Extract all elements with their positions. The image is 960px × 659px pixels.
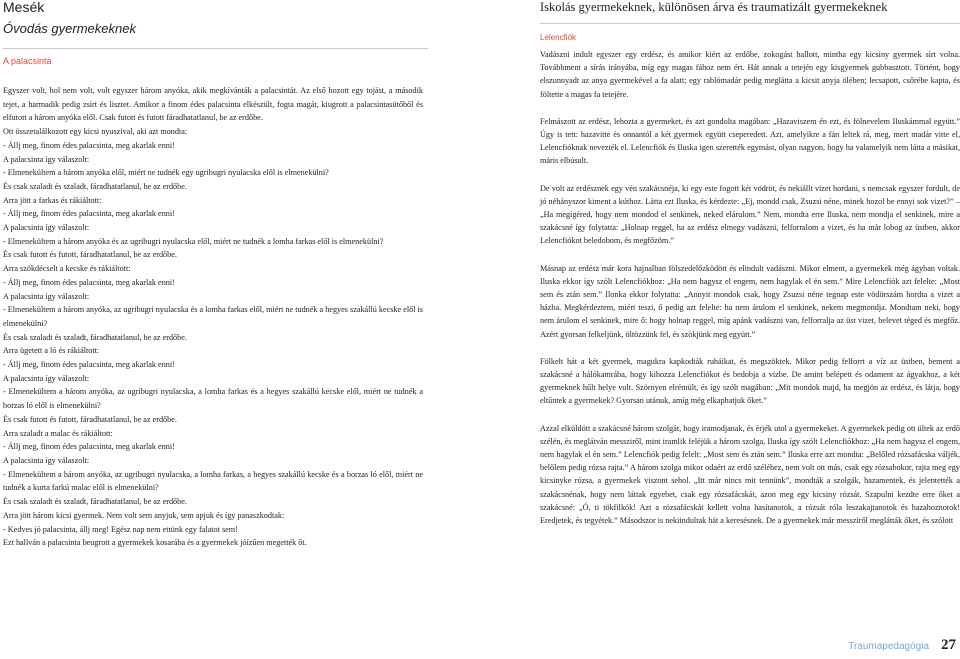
paragraph: - Állj meg, finom édes palacsinta, meg akarlak enni! bbox=[3, 442, 175, 452]
paragraph: A palacsinta így válaszolt: bbox=[3, 223, 90, 233]
paragraph: - Állj meg, finom édes palacsinta, meg akarlak enni! bbox=[3, 209, 175, 219]
paragraph: - Elmenekültem a három anyóka, az ugribugri nyulacska és a lomha farkas elől, miért ne tudnék a hegyes szakállú kecske elől is elmenekülni? bbox=[3, 305, 423, 328]
paragraph: - Kedves jó palacsinta, állj meg! Egész nap nem ettünk egy falatot sem! bbox=[3, 524, 238, 534]
paragraph: Arra szaladt a malac és rákiáltott: bbox=[3, 428, 113, 438]
paragraph: Másnap az erdész már kora hajnalban fölszedelőzködött és elindult vadászni. Mikor elment, a gyermekek még ágyban voltak. Iluska ekkor így szólt Lelencfiókhoz: „Ha nem hagysz el engem, nem hagylak el én sem.” Mire Lelencfiók azt felelte: „Most sem és ztán sem.” Ilonka ekkor folytatta: „Annyit mondok csak, hogy Zsuzsi néne tegnap este vödörszám hordta a vizet a házba. Megkérdeztem, miért teszi, ő pedig azt felelte: ha nem árulom el senkinek, nekem megmondja. Mondtam neki, hogy nem árulom el senkinek, mire ő: hogy holnap reggel, míg apánk vadászni van, felforralja az üst vizet, belevet téged és megfőz. Azért gyorsan felkeljünk, öltözzünk fel, és szökjünk meg együtt.” bbox=[540, 263, 960, 339]
paragraph: - Állj meg, finom édes palacsinta, meg akarlak enni! bbox=[3, 140, 175, 150]
divider bbox=[3, 48, 428, 49]
paragraph: És csak szaladt és szaladt, fáradhatatlanul, be az erdőbe. bbox=[3, 332, 187, 342]
paragraph: Felmászott az erdész, lehozta a gyermeket, és azt gondolta magában: „Hazaviszem én ezt, és fölnevelem Iluskámmal együtt.” Úgy is tett: hazavitte és onnantól a két gyermek együtt cseperedett. Azt, amelyikre a fán leltek rá, meg, mert madár vitte el, Lelencfióknak nevezték el. Lelencfiók és Iluska igen szerették egymást, olyan nagyon, hogy ha valamelyik nem látta a másikat, máris elbúsult. bbox=[540, 116, 960, 166]
paragraph-gap bbox=[540, 341, 960, 355]
section-subtitle: Óvodás gyermekeknek bbox=[3, 21, 136, 36]
paragraph: A palacsinta így válaszolt: bbox=[3, 373, 90, 383]
paragraph: És csak futott és futott, fáradhatatlanul, be az erdőbe. bbox=[3, 414, 177, 424]
right-divider bbox=[540, 23, 960, 24]
paragraph: - Elmenekültem a három anyóka, az ugribugri nyulacska, a lomha farkas, a hegyes szakállú kecske és a borzas ló elől, miért ne tudnék a kurta farkú malac elől is elmenekülni? bbox=[3, 469, 423, 493]
paragraph: - Állj meg, finom édes palacsinta, meg akarlak enni! bbox=[3, 277, 175, 287]
paragraph: És csak szaladt és szaladt, fáradhatatlanul, be az erdőbe. bbox=[3, 181, 187, 191]
right-column bbox=[540, 0, 960, 527]
paragraph: A palacsinta így válaszolt: bbox=[3, 291, 90, 301]
paragraph: Arra jött a farkas és rákiáltott: bbox=[3, 195, 102, 205]
paragraph: - Elmenekültem a három anyóka és az ugribugri nyulacska elől, miért ne tudnék a lomha farkas elől is elmenekülni? bbox=[3, 236, 384, 246]
paragraph: Ezt hallván a palacsinta beugrott a gyermekek kosarába és a gyermekek jóízűen megették őt. bbox=[3, 538, 307, 548]
story-body bbox=[3, 84, 423, 550]
paragraph: Arra jött három kicsi gyermek. Nem volt sem anyjuk, sem apjuk és így panaszkodtak: bbox=[3, 510, 285, 520]
paragraph: - Állj meg, finom édes palacsinta, meg akarlak enni! bbox=[3, 360, 175, 370]
paragraph: - Elmenekültem a három anyóka, az ugribugri nyulacska, a lomha farkas és a hegyes szakállú kecske elől, miért ne tudnék a borzas ló elől is elmenekülni? bbox=[3, 387, 423, 411]
paragraph: Ott összetalálkozott egy kicsi nyuszival, aki azt mondta: bbox=[3, 127, 188, 137]
paragraph: A palacsinta így válaszolt: bbox=[3, 154, 90, 164]
paragraph-gap bbox=[540, 101, 960, 115]
paragraph-gap bbox=[540, 168, 960, 182]
paragraph: És csak szaladt és szaladt, fáradhatatlanul, be az erdőbe. bbox=[3, 497, 187, 507]
right-story-title: Lelencfiók bbox=[540, 33, 577, 42]
paragraph-gap bbox=[540, 248, 960, 262]
right-story-body bbox=[540, 48, 960, 527]
paragraph: És csak futott és futott, fáradhatatlanul, be az erdőbe. bbox=[3, 250, 177, 260]
paragraph: De volt az erdésznek egy vén szakácsnéja, ki egy este fogott két vödröt, és nekiállt vizet hordani, s nemcsak egyszer fordult, de jó néhányszor kiment a kúthoz. Látta ezt Iluska, és kérdezte: „Ej, mondd csak, Zsuzsi néne, minek hozol be ennyi sok vizet?” – „Ha megígéred, hogy nem mondod el senkinek, neked elárulom.” Nem, mondta erre Iluska, nem mondja el senkinek, mire a szakácsné így folytatta: „Holnap reggel, ha az erdész elmegy vadászni, felforralom a vizet, és ha már lobog az üstben, akkor Lelencfiókot beledobom, és megfőzöm.” bbox=[540, 183, 960, 246]
page-footer bbox=[848, 637, 956, 654]
paragraph: - Elmenekültem a három anyóka elől, miért ne tudnék egy ugribugri nyulacska elől is elmenekülni? bbox=[3, 168, 329, 178]
story-title: A palacsinta bbox=[3, 56, 52, 66]
paragraph-gap bbox=[540, 408, 960, 422]
paragraph: Vadászni indult egyszer egy erdész, és amikor kiért az erdőbe, zokogást hallott, mintha egy kicsiny gyermek sírt volna. Továbbment a sírás irányába, míg egy magas fához nem ért. Hát annak a tetején egy kisgyermek gubbasztott. Történt, hogy elszunnyadt az anya gyermekével a fa alatt; egy rablómadár pedig meglátta a kicsit anyja ölében; lecsapott, csőrébe kapta, és föltette a magas fa tetejére. bbox=[540, 50, 960, 99]
paragraph: Fölkelt hát a két gyermek, magukra kapkodták ruháikat, és megszöktek. Mikor pedig felforrt a víz az üstben, bement a szakácsné a hálókamrába, hogy kihozza Lelencfiókot és bedobja a vízbe. De amint belépett és odament az ágyakhoz, a két gyermeknek hűlt helye volt. Szörnyen elrémült, és így szólt magában: „Mit mondok majd, ha megjön az erdész, és látja, hogy eltűntek a gyermekek? Gyorsan utánuk, amíg még elkaphatjuk őket.” bbox=[540, 356, 960, 406]
paragraph: A palacsinta így válaszolt: bbox=[3, 455, 90, 465]
paragraph: Egyszer volt, hol nem volt, volt egyszer három anyóka, akik megkívánták a palacsintát. Az első hozott egy tojást, a második tejet, a harmadik pedig zsírt és lisztet. Amikor a finom édes palacsinta elkészült, fogta magát, kiugrott a palacsintasütőből és elfutott a három anyóka elől. Csak futott és futott fáradhatatlanul, be az erdőbe. bbox=[3, 86, 423, 123]
publication-name: Traumapedagógia bbox=[848, 641, 929, 652]
paragraph: Arra szökdécselt a kecske és rákiáltott: bbox=[3, 264, 131, 274]
right-page-title: Iskolás gyermekeknek, különösen árva és traumatizált gyermekeknek bbox=[540, 0, 888, 14]
page-title: Mesék bbox=[3, 0, 45, 15]
paragraph: Arra ügetett a ló és rákiáltott: bbox=[3, 346, 100, 356]
paragraph: Azzal elküldött a szakácsné három szolgát, hogy iramodjanak, és érjék utol a gyermekeket. A gyermekek pedig ott ültek az erdő szélén, és meglátván messziről, mint iramlik feléjük a három szolga, Iluska így szólt Lelencfiókhoz: „Ha nem hagysz el engem, nem hagylak el én sem.” Lelencfiók pedig felelt: „Most sem és ztán sem.” Iluska erre azt mondta: „Belőled rózsafácska váljék, belőlem pedig rózsa rajta.” A három szolga mikor odaért az erdő széléhez, nem volt ott más, csak egy rózsabokor, rajta meg egy kicsinyke rózsa, a gyermekek viszont sehol. „Itt már nincs mit tennünk”, mondták a szolgák, hazamentek, és jelentették a szakácsnénak, hogy nem láttak egyebet, csak egy rózsafácskát, azon meg egy kicsiny rózsát. Szapulni kezdte erre őket a szakácsné: „Ó, ti tökfilkók! Azt a rózsafácskát kellett volna hasítanotok, a rózsát róla leszakajtanotok és hazahoznotok! Eredjetek, és tegyétek.” Másodszor is nekiindultak hát a keresésnek. De a gyermekek már messziről meglátták őket, és szólott bbox=[540, 423, 960, 526]
left-column bbox=[3, 0, 423, 550]
page-number: 27 bbox=[941, 637, 956, 653]
